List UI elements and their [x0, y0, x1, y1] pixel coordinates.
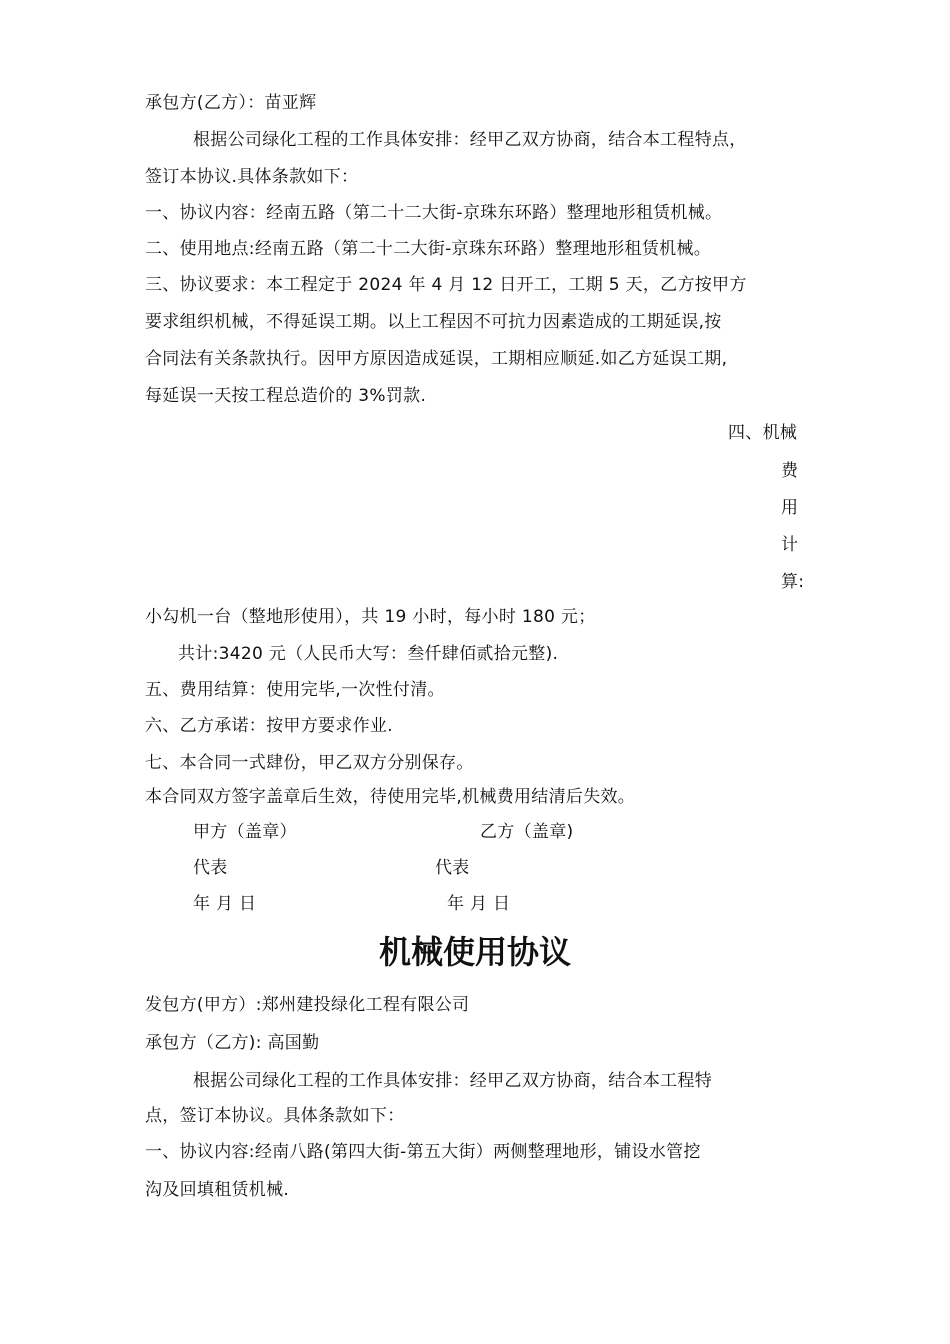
- party-b-line: 承包方(乙方）：苗亚辉: [145, 93, 317, 113]
- clause-1: 一、协议内容：经南五路（第二十二大街-京珠东环路）整理地形租赁机械。: [145, 203, 723, 223]
- signature-party-b: 乙方（盖章): [480, 822, 574, 842]
- clause-3-line-1: 三、协议要求：本工程定于 2024 年 4 月 12 日开工，工期 5 天，乙方按甲方: [145, 275, 747, 295]
- intro-line-2: 签订本协议.具体条款如下：: [145, 167, 359, 187]
- total-line: 共计:3420 元（人民币大写：叁仟肆佰贰拾元整).: [178, 644, 559, 664]
- clause-1-line-1-doc2: 一、协议内容:经南八路(第四大街-第五大街）两侧整理地形，铺设水管挖: [145, 1142, 701, 1162]
- clause-6: 六、乙方承诺：按甲方要求作业.: [145, 716, 393, 736]
- validity-line: 本合同双方签字盖章后生效，待使用完毕,机械费用结清后失效。: [145, 787, 636, 807]
- clause-3-line-3: 合同法有关条款执行。因甲方原因造成延误，工期相应顺延.如乙方延误工期,: [145, 349, 728, 369]
- intro-line-2-doc2: 点，签订本协议。具体条款如下：: [145, 1106, 405, 1126]
- intro-line-1-doc2: 根据公司绿化工程的工作具体安排：经甲乙双方协商，结合本工程特: [193, 1071, 712, 1091]
- date-a: 年 月 日: [193, 894, 257, 914]
- intro-line-1: 根据公司绿化工程的工作具体安排：经甲乙双方协商，结合本工程特点，: [193, 130, 747, 150]
- representative-a: 代表: [193, 858, 228, 878]
- clause-4-char-2: 用: [781, 498, 799, 518]
- representative-b: 代表: [435, 858, 470, 878]
- clause-1-line-2-doc2: 沟及回填租赁机械.: [145, 1180, 290, 1200]
- clause-4-heading: 四、机械: [728, 423, 798, 443]
- clause-2: 二、使用地点:经南五路（第二十二大街-京珠东环路）整理地形租赁机械。: [145, 239, 712, 259]
- party-b-line-2: 承包方（乙方): 高国勤: [145, 1033, 320, 1053]
- date-b: 年 月 日: [447, 894, 511, 914]
- clause-4-char-3: 计: [781, 535, 799, 555]
- machine-rate-line: 小勾机一台（整地形使用），共 19 小时，每小时 180 元；: [145, 607, 596, 627]
- clause-5: 五、费用结算：使用完毕,一次性付清。: [145, 680, 445, 700]
- clause-3-line-4: 每延误一天按工程总造价的 3%罚款.: [145, 386, 427, 406]
- clause-7: 七、本合同一式肆份，甲乙双方分别保存。: [145, 753, 474, 773]
- clause-3-line-2: 要求组织机械，不得延误工期。以上工程因不可抗力因素造成的工期延误,按: [145, 312, 722, 332]
- clause-4-char-1: 费: [781, 461, 799, 481]
- agreement-title: 机械使用协议: [378, 933, 571, 971]
- signature-party-a: 甲方（盖章）: [193, 822, 297, 842]
- clause-4-char-4: 算:: [781, 572, 805, 592]
- party-a-line: 发包方(甲方）:郑州建投绿化工程有限公司: [145, 995, 470, 1015]
